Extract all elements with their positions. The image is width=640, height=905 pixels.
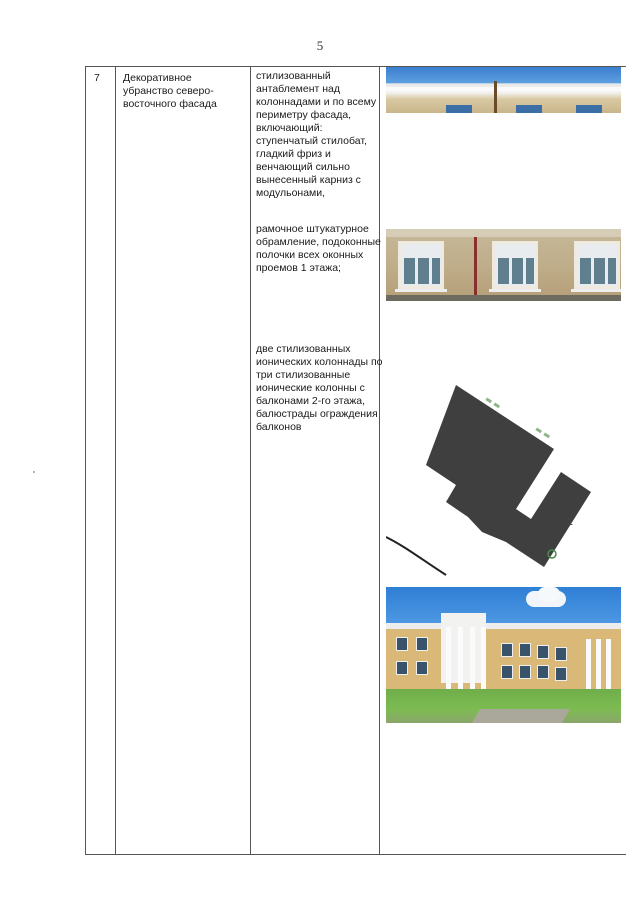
description-window-frames: рамочное штукатурное обрамление, подоконные полочки всех оконных проемов 1 этажа; bbox=[256, 223, 381, 274]
row-number: 7 bbox=[94, 72, 100, 84]
description-entablature: стилизованный антаблемент над колоннадами и по всему периметру фасада, включающий: ступенчатый стилобат, гладкий фриз и венчающий сильно вынесенный карниз с модульонами, bbox=[256, 70, 377, 199]
column-divider bbox=[115, 67, 116, 854]
building-footprint bbox=[426, 385, 591, 567]
building-plan-svg bbox=[386, 347, 621, 577]
map-object-label: 1 bbox=[567, 516, 574, 528]
balcony-mark bbox=[485, 398, 492, 404]
photo-building-facade bbox=[386, 587, 621, 723]
scan-artifact bbox=[33, 471, 35, 473]
road-line bbox=[386, 537, 446, 575]
rotunda-footprint bbox=[479, 455, 499, 475]
balcony-mark bbox=[543, 433, 550, 439]
photo-window-frames bbox=[386, 229, 621, 301]
description-colonnades: две стилизованных ионических колоннады по три стилизованные ионические колонны с балконами 2-го этажа, балюстрады ограждения балконов bbox=[256, 343, 383, 433]
photo-cornice bbox=[386, 67, 621, 113]
balcony-mark bbox=[535, 428, 542, 434]
monument-table bbox=[85, 66, 626, 855]
element-name: Декоративное убранство северо-восточного фасада bbox=[123, 72, 217, 110]
balcony-mark bbox=[493, 403, 500, 409]
page-number: 5 bbox=[316, 38, 324, 53]
site-plan-map bbox=[386, 347, 621, 577]
column-divider bbox=[250, 67, 251, 854]
